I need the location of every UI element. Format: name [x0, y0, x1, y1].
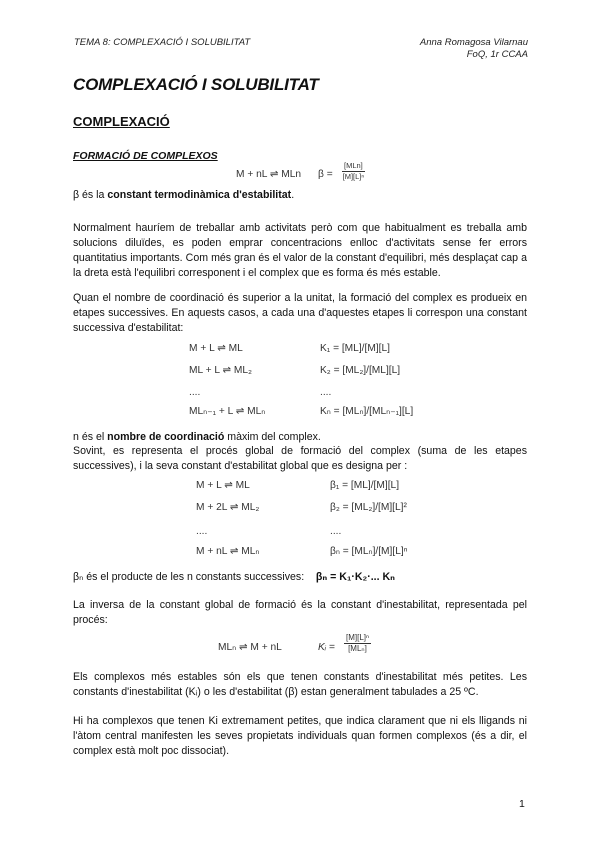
- product-formula: βₙ = K₁·K₂·... Kₙ: [315, 571, 395, 583]
- stepwise-constant-n: Kₙ = [MLₙ]/[MLₙ₋₁][L]: [320, 406, 414, 417]
- beta-denominator: [M][L]ⁿ: [342, 172, 365, 181]
- beta-def-end: .: [291, 189, 295, 201]
- stepwise-reaction-2: ML + L ⇌ ML₂: [189, 365, 252, 376]
- subsection-title: FORMACIÓ DE COMPLEXOS: [73, 150, 218, 162]
- paragraph-coordination: [73, 430, 527, 445]
- global-constant-n: βₙ = [MLₙ]/[M][L]ⁿ: [330, 546, 408, 557]
- ki-denominator: [MLₙ]: [348, 644, 367, 653]
- section-title: COMPLEXACIÓ: [73, 114, 170, 129]
- product-text: βₙ és el producte de les n constants successives:: [73, 571, 305, 583]
- beta-def-bold: constant termodinàmica d'estabilitat: [107, 189, 292, 201]
- ki-symbol: Kᵢ =: [318, 642, 335, 653]
- paragraph-stability: Els complexos més estables són els que tenen constants d'inestabilitat més petites. Les constants d'inestabilitat (Kᵢ) o les d'estabilitat (β) estan generalment tabulades a 25 ºC.: [73, 671, 527, 698]
- paragraph-activities: Normalment hauríem de treballar amb activitats però com que habitualment es treballa amb solucions diluïdes, es poden emprar concentracions enlloc d'activitats sense fer errors quantitatius importants. Com més gran és el valor de la constant d'equilibri, més desplaçat cap a la dreta està l'equilibri corresponent i el complex que es forma és més estable.: [73, 222, 527, 279]
- stepwise-constant-1: K₁ = [ML]/[M][L]: [320, 343, 390, 354]
- instability-reaction: MLₙ ⇌ M + nL: [218, 642, 282, 653]
- coordination-text: n és el: [73, 431, 108, 443]
- formation-reaction: M + nL ⇌ MLn: [236, 169, 302, 180]
- header-left: TEMA 8: COMPLEXACIÓ I SOLUBILITAT: [74, 37, 251, 48]
- global-reaction-dots: ....: [196, 526, 208, 537]
- paragraph-inverse: La inversa de la constant global de formació és la constant d'inestabilitat, representada pel procés:: [73, 599, 527, 626]
- coordination-bold: nombre de coordinació: [107, 431, 225, 443]
- paragraph-global: Sovint, es representa el procés global de formació del complex (suma de les etapes successives), i la seva constant d'estabilitat global que es designa per :: [73, 445, 527, 472]
- global-constant-1: β₁ = [ML]/[M][L]: [330, 480, 400, 491]
- beta-definition: [73, 188, 527, 203]
- coordination-end: màxim del complex.: [224, 431, 321, 443]
- global-reaction-n: M + nL ⇌ MLₙ: [196, 546, 260, 557]
- beta-def-text: β és la: [73, 189, 108, 201]
- beta-fraction: [342, 161, 365, 181]
- global-constant-dots: ....: [330, 526, 342, 537]
- global-reaction-1: M + L ⇌ ML: [196, 480, 250, 491]
- header-course: FoQ, 1r CCAA: [466, 49, 528, 60]
- page-title: COMPLEXACIÓ I SOLUBILITAT: [73, 75, 319, 94]
- beta-symbol: β =: [318, 169, 333, 180]
- stepwise-constant-2: K₂ = [ML₂]/[ML][L]: [320, 365, 401, 376]
- global-constant-2: β₂ = [ML₂]/[M][L]²: [330, 502, 407, 513]
- page-number: 1: [519, 798, 525, 810]
- stepwise-reaction-n: MLₙ₋₁ + L ⇌ MLₙ: [189, 406, 266, 417]
- paragraph-small-ki: Hi ha complexos que tenen Ki extremament petites, que indica clarament que ni els lligands ni l'àtom central manifesten les seves propietats individuals quan formen complexos (és a dir, el complex està molt poc dissociat).: [73, 715, 527, 757]
- paragraph-product: [73, 570, 527, 585]
- ki-numerator: [M][L]ⁿ: [346, 633, 369, 642]
- global-reaction-2: M + 2L ⇌ ML₂: [196, 502, 260, 513]
- ki-fraction: [344, 633, 371, 653]
- stepwise-constant-dots: ....: [320, 387, 332, 398]
- beta-numerator: [MLn]: [344, 161, 363, 170]
- stepwise-reaction-dots: ....: [189, 387, 201, 398]
- header-author: Anna Romagosa Vilarnau: [419, 37, 528, 48]
- paragraph-stepwise: Quan el nombre de coordinació és superior a la unitat, la formació del complex es produeix en etapes successives. En aquests casos, a cada una d'aquestes etapes li correspon una constant successiva d'estabilitat:: [73, 292, 527, 334]
- stepwise-reaction-1: M + L ⇌ ML: [189, 343, 243, 354]
